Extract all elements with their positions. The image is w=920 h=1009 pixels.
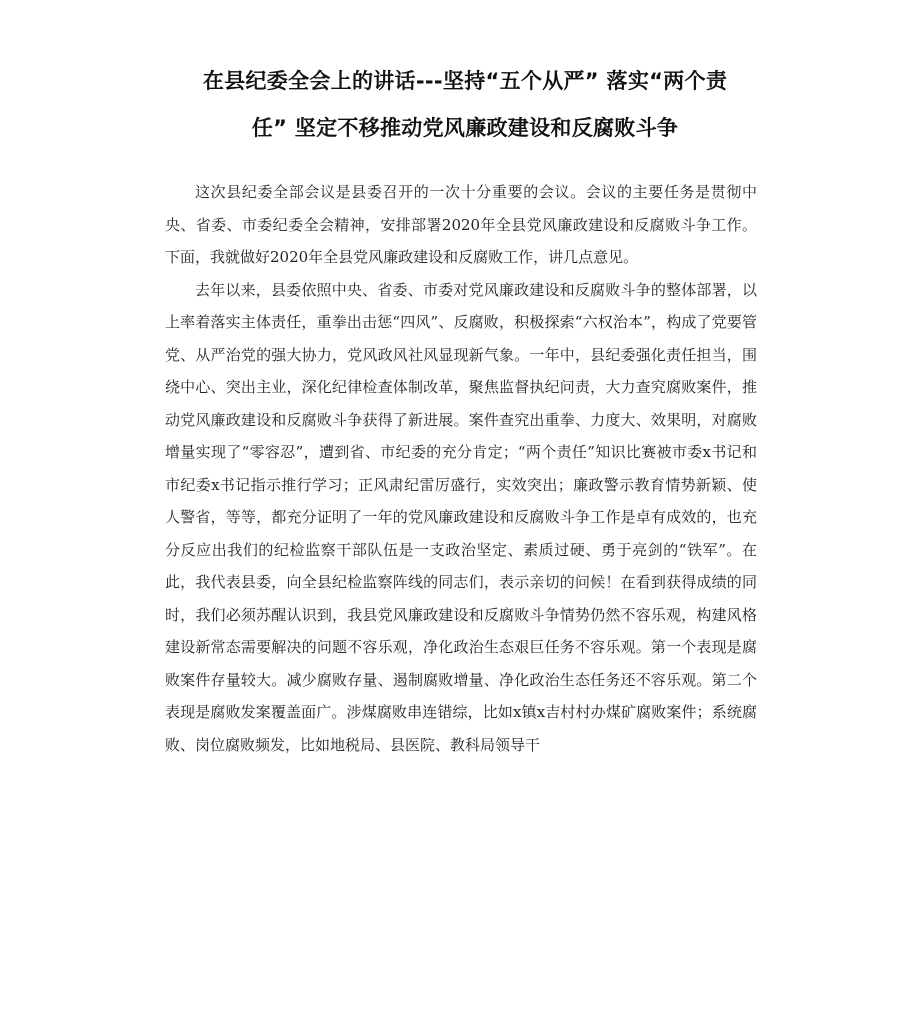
- title-line-1: 在县纪委全会上的讲话---坚持“五个从严” 落实“两个责: [202, 69, 728, 93]
- document-body: [165, 176, 757, 761]
- paragraph-1: 这次县纪委全部会议是县委召开的一次十分重要的会议。会议的主要任务是贯彻中央、省委、市委纪委全会精神，安排部署2020年全县党风廉政建设和反腐败斗争工作。下面，我就做好2020年全县党风廉政建设和反腐败工作，讲几点意见。: [165, 183, 757, 266]
- document-title: [150, 58, 780, 152]
- title-line-2: 任” 坚定不移推动党风廉政建设和反腐败斗争: [251, 116, 679, 140]
- paragraph-2: 去年以来，县委依照中央、省委、市委对党风廉政建设和反腐败斗争的整体部署，以上率着落实主体责任，重拳出击惩“四风”、反腐败，积极探索“六权治本”，构成了党要管党、从严治党的强大协力，党风政风社风显现新气象。一年中，县纪委强化责任担当，围绕中心、突出主业，深化纪律检查体制改革，聚焦监督执纪问责，大力查究腐败案件，推动党风廉政建设和反腐败斗争获得了新进展。案件查究出重拳、力度大、效果明，对腐败增量实现了“零容忍”，遭到省、市纪委的充分肯定；“两个责任”知识比赛被市委x书记和市纪委x书记指示推行学习；正风肃纪雷厉盛行，实效突出；廉政警示教育情势新颖、使人警省，等等，都充分证明了一年的党风廉政建设和反腐败斗争工作是卓有成效的，也充分反应出我们的纪检监察干部队伍是一支政治坚定、素质过硬、勇于亮剑的“铁军”。在此，我代表县委，向全县纪检监察阵线的同志们，表示亲切的问候！在看到获得成绩的同时，我们必须苏醒认识到，我县党风廉政建设和反腐败斗争情势仍然不容乐观，构建风格建设新常态需要解决的问题不容乐观，净化政治生态艰巨任务不容乐观。第一个表现是腐败案件存量较大。减少腐败存量、遏制腐败增量、净化政治生态任务还不容乐观。第二个表现是腐败发案覆盖面广。涉煤腐败串连错综，比如x镇x吉村村办煤矿腐败案件；系统腐败、岗位腐败频发，比如地税局、县医院、教科局领导干: [165, 280, 757, 754]
